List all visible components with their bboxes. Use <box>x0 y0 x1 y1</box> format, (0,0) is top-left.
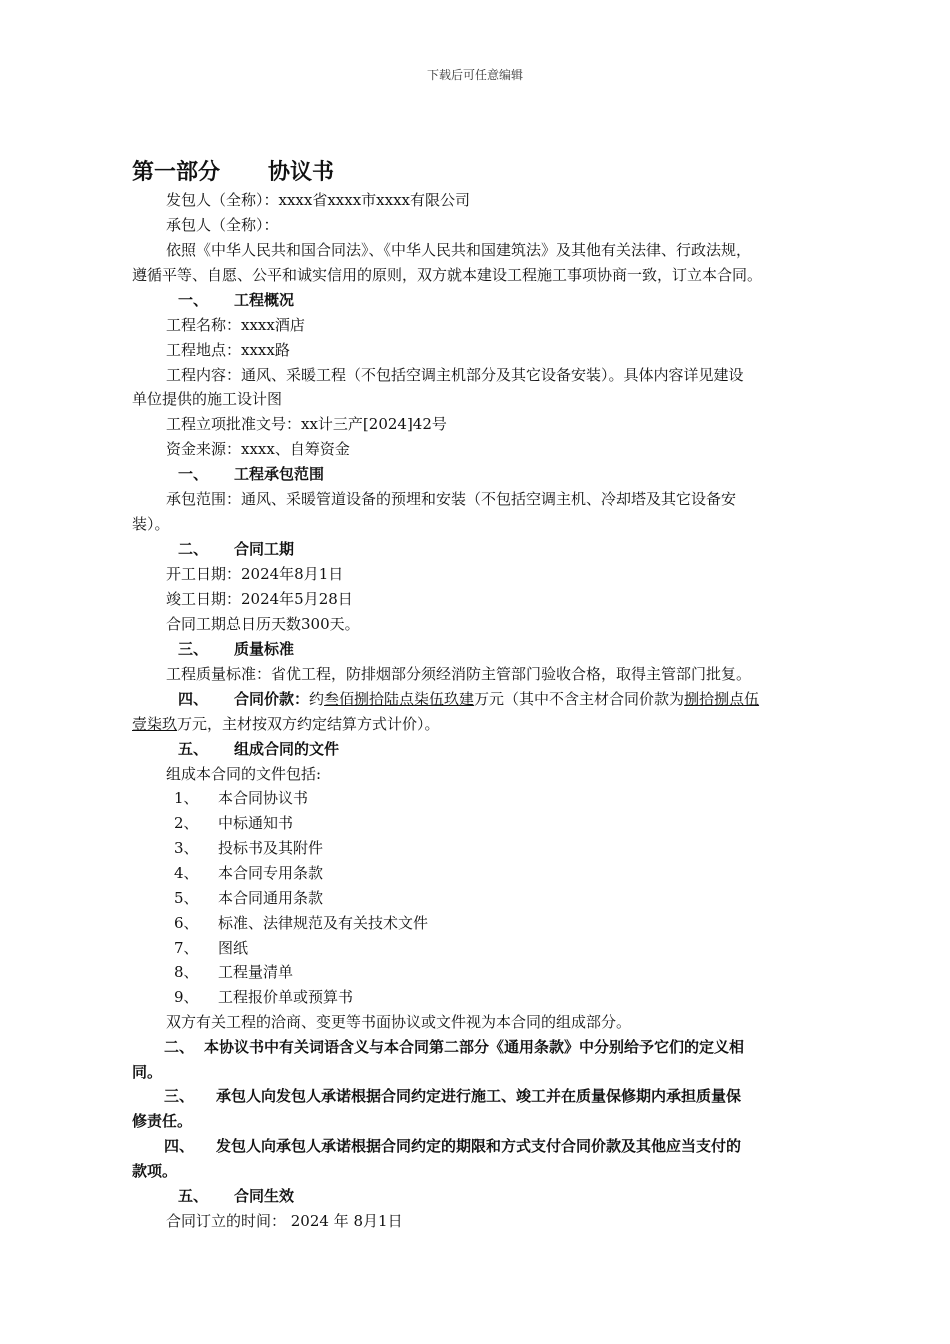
price-line-1 <box>178 689 759 709</box>
clause-text-cont: 修责任。 <box>132 1112 193 1130</box>
clause-text-cont: 同。 <box>132 1063 163 1081</box>
header-note: 下载后可任意编辑 <box>426 68 523 82</box>
section-title: 组成合同的文件 <box>234 740 340 758</box>
project-location: 工程地点：xxxx路 <box>166 341 290 359</box>
list-number: 1、 <box>174 789 199 807</box>
signing-date: 合同订立的时间： 2024 年 8月1日 <box>166 1212 403 1230</box>
section-number: 五、 <box>178 740 209 758</box>
clause-employer-promise <box>132 1134 820 1184</box>
scope-line-2: 装）。 <box>132 515 170 533</box>
section-number: 一、 <box>178 465 209 483</box>
employer-line: 发包人（全称）：xxxx省xxxx市xxxx有限公司 <box>166 191 471 209</box>
project-content-line-2: 单位提供的施工设计图 <box>132 390 283 408</box>
list-number: 3、 <box>174 839 199 857</box>
list-text: 本合同专用条款 <box>218 864 324 882</box>
price-amount-2b: 壹柒玖 <box>132 715 178 733</box>
list-text: 本合同协议书 <box>218 789 309 807</box>
list-text: 工程报价单或预算书 <box>218 988 354 1006</box>
docs-intro: 组成本合同的文件包括: <box>166 765 322 783</box>
list-number: 9、 <box>174 988 199 1006</box>
clause-text: 本协议书中有关词语含义与本合同第二部分《通用条款》中分别给予它们的定义相 <box>204 1038 745 1056</box>
contractor-line: 承包人（全称）： <box>166 216 279 234</box>
list-text: 投标书及其附件 <box>218 839 324 857</box>
list-text: 工程量清单 <box>218 963 294 981</box>
list-number: 2、 <box>174 814 199 832</box>
start-date: 开工日期：2024年8月1日 <box>166 565 344 583</box>
list-item <box>174 987 353 1007</box>
docs-closing: 双方有关工程的洽商、变更等书面协议或文件视为本合同的组成部分。 <box>166 1013 632 1031</box>
section-heading-docs <box>178 739 339 759</box>
list-number: 5、 <box>174 889 199 907</box>
list-item <box>174 938 248 958</box>
list-text: 本合同通用条款 <box>218 889 324 907</box>
price-amount-2a: 捌拾捌点伍 <box>684 690 760 708</box>
price-amount: 叁佰捌拾陆点柒伍玖建 <box>324 690 475 708</box>
section-heading-period <box>178 539 294 559</box>
section-number: 五、 <box>178 1187 209 1205</box>
clause-text: 发包人向承包人承诺根据合同约定的期限和方式支付合同价款及其他应当支付的 <box>216 1137 742 1155</box>
list-number: 7、 <box>174 939 199 957</box>
approval-number: 工程立项批准文号：xx计三产[2024]42号 <box>166 415 447 433</box>
list-item <box>174 813 293 833</box>
list-item <box>174 788 308 808</box>
end-date: 竣工日期：2024年5月28日 <box>166 590 353 608</box>
preamble-line-1: 依照《中华人民共和国合同法》、《中华人民共和国建筑法》及其他有关法律、行政法规， <box>166 241 752 259</box>
list-text: 图纸 <box>218 939 249 957</box>
section-title: 质量标准 <box>234 640 295 658</box>
clause-contractor-promise <box>132 1084 820 1134</box>
clause-number: 二、 <box>164 1038 195 1056</box>
total-days: 合同工期总日历天数300天。 <box>166 615 360 633</box>
price-middle: 万元（其中不含主材合同价款为 <box>474 690 685 708</box>
section-title: 工程承包范围 <box>234 465 325 483</box>
clause-text-cont: 款项。 <box>132 1162 178 1180</box>
preamble-line-2: 遵循平等、自愿、公平和诚实信用的原则，双方就本建设工程施工事项协商一致，订立本合同。 <box>132 266 763 284</box>
quality-standard: 工程质量标准：省优工程，防排烟部分须经消防主管部门验收合格，取得主管部门批复。 <box>166 665 752 683</box>
page-title <box>132 158 334 188</box>
section-number: 一、 <box>178 291 209 309</box>
title-name: 协议书 <box>268 160 335 185</box>
list-item <box>174 863 323 883</box>
price-suffix: 万元，主材按双方约定结算方式计价）。 <box>177 715 440 733</box>
title-part: 第一部分 <box>132 160 221 185</box>
section-title: 合同生效 <box>234 1187 295 1205</box>
clause-number: 四、 <box>164 1137 195 1155</box>
section-title: 合同工期 <box>234 540 295 558</box>
list-item <box>174 962 293 982</box>
scope-line-1: 承包范围：通风、采暖管道设备的预埋和安装（不包括空调主机、冷却塔及其它设备安 <box>166 490 737 508</box>
project-name: 工程名称：xxxx酒店 <box>166 316 305 334</box>
clause-number: 三、 <box>164 1087 195 1105</box>
list-item <box>174 888 323 908</box>
list-number: 4、 <box>174 864 199 882</box>
list-item <box>174 913 428 933</box>
clause-definitions <box>132 1035 820 1085</box>
price-line-2 <box>132 714 440 734</box>
funding-source: 资金来源：xxxx、自筹资金 <box>166 440 350 458</box>
list-text: 标准、法律规范及有关技术文件 <box>218 914 429 932</box>
section-heading-quality <box>178 639 294 659</box>
section-number: 四、 <box>178 690 209 708</box>
project-content-line-1: 工程内容：通风、采暖工程（不包括空调主机部分及其它设备安装）。具体内容详见建设 <box>166 366 744 384</box>
section-heading-overview <box>178 290 294 310</box>
list-number: 6、 <box>174 914 199 932</box>
clause-text: 承包人向发包人承诺根据合同约定进行施工、竣工并在质量保修期内承担质量保 <box>216 1087 742 1105</box>
section-number: 二、 <box>178 540 209 558</box>
section-heading-effect <box>178 1186 294 1206</box>
list-number: 8、 <box>174 963 199 981</box>
price-label: 合同价款： <box>234 690 310 708</box>
list-text: 中标通知书 <box>218 814 294 832</box>
section-title: 工程概况 <box>234 291 295 309</box>
price-prefix: 约 <box>309 690 325 708</box>
section-heading-scope <box>178 464 324 484</box>
section-number: 三、 <box>178 640 209 658</box>
list-item <box>174 838 323 858</box>
